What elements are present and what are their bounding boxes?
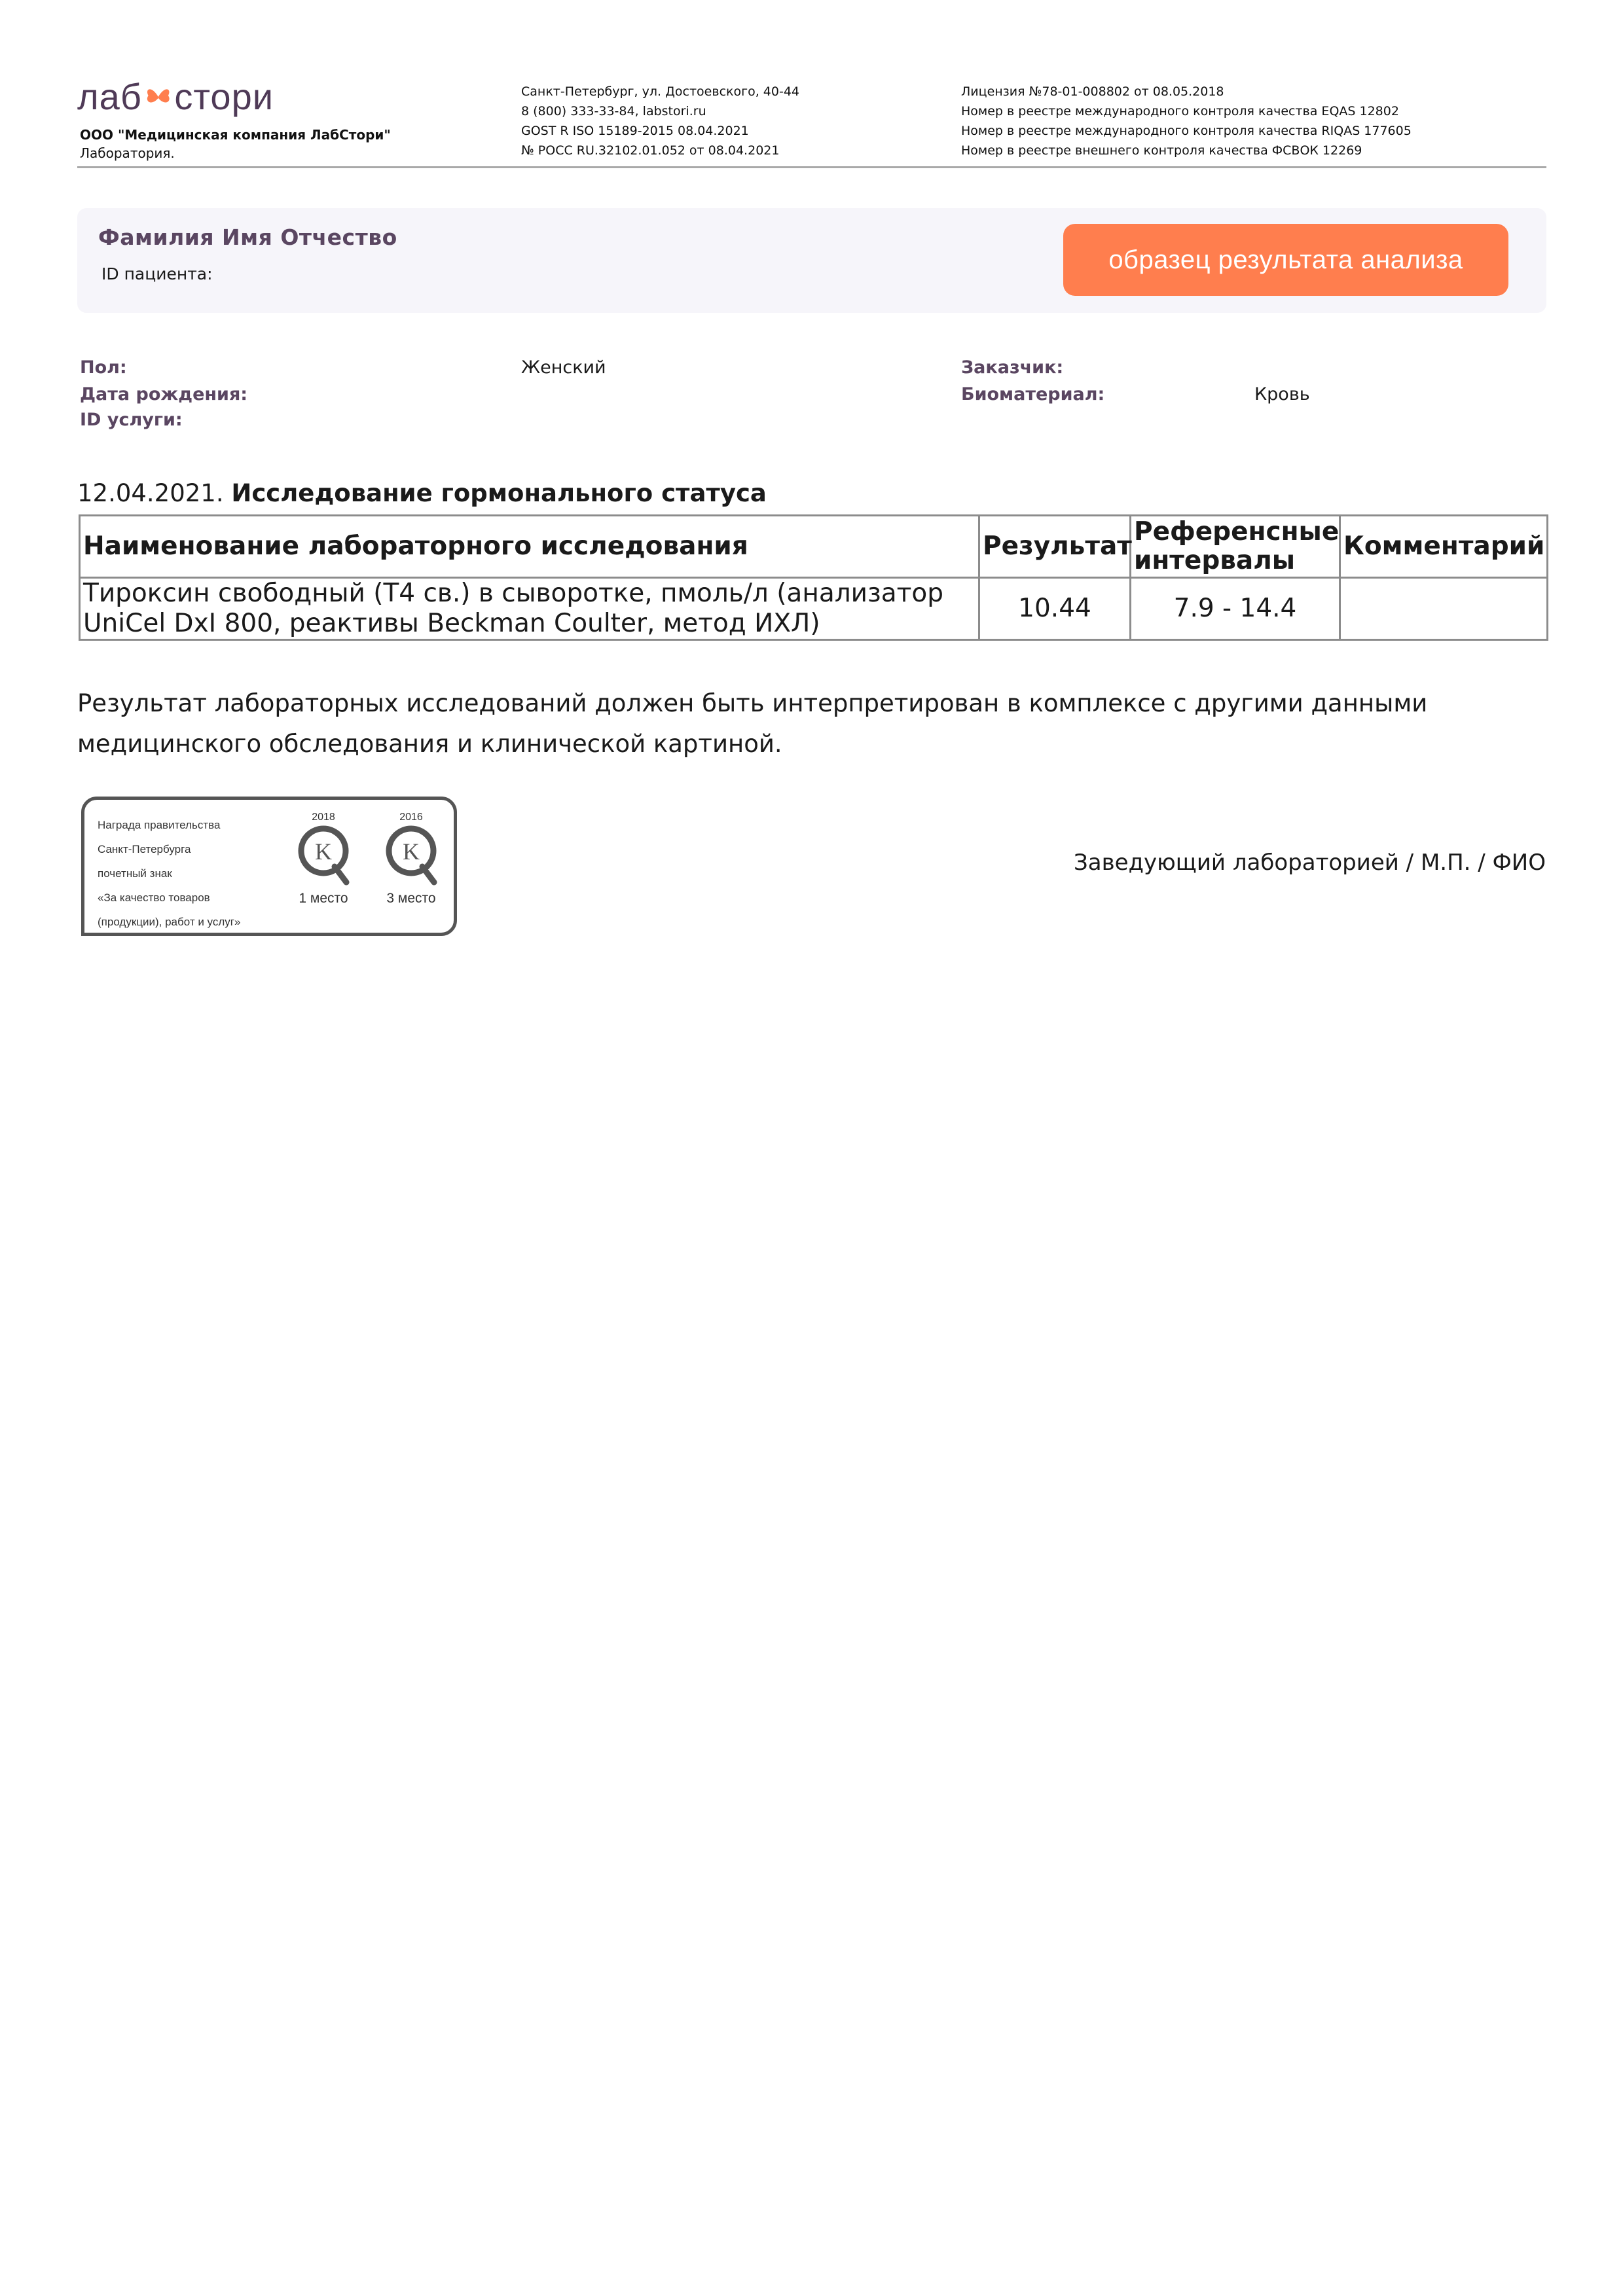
contact-phone-site: 8 (800) 333-33-84, labstori.ru: [521, 104, 706, 118]
result-cell: 10.44: [979, 578, 1131, 640]
award-place: 1 место: [299, 891, 348, 906]
award-place: 3 место: [386, 891, 436, 906]
test-name-cell: Тироксин свободный (Т4 св.) в сыворотке, пмоль/л (анализатор UniCel DxI 800, реактивы Beckman Coulter, метод ИХЛ): [80, 578, 979, 640]
svg-text:K: K: [315, 838, 332, 865]
signature-line: Заведующий лабораторией / М.П. / ФИО: [1073, 850, 1546, 876]
quality-mark-icon: [382, 823, 441, 886]
header-test-name: Наименование лабораторного исследования: [80, 516, 979, 578]
license-fsvok: Номер в реестре внешнего контроля качества ФСВОК 12269: [961, 143, 1362, 158]
svg-text:K: K: [403, 838, 420, 865]
award-box: [81, 797, 457, 936]
contact-info: [521, 82, 799, 160]
interpretation-note: Результат лабораторных исследований должен быть интерпретирован в комплексе с другими данными медицинского обследования и клинической картиной.: [77, 689, 1428, 758]
license-riqas: Номер в реестре международного контроля качества RIQAS 177605: [961, 124, 1412, 138]
table-row: [80, 578, 1548, 640]
quality-mark-icon: [294, 823, 353, 886]
award-line: почетный знак: [98, 867, 172, 880]
patient-name: Фамилия Имя Отчество: [98, 224, 397, 250]
award-text: [98, 813, 240, 934]
contact-ross: № РОСС RU.32102.01.052 от 08.04.2021: [521, 143, 780, 158]
table-header-row: [80, 516, 1548, 578]
sex-value: Женский: [521, 357, 606, 378]
company-subtitle: Лаборатория.: [80, 145, 175, 161]
header-divider: [77, 166, 1546, 168]
license-info: [961, 82, 1412, 160]
award-line: «За качество товаров: [98, 891, 210, 904]
award-line: (продукции), работ и услуг»: [98, 916, 241, 928]
license-eqas: Номер в реестре международного контроля качества EQAS 12802: [961, 104, 1399, 118]
award-2016: [375, 812, 447, 906]
award-year: 2016: [399, 812, 423, 823]
logo: [77, 73, 274, 120]
sex-label: Пол:: [80, 357, 127, 378]
customer-label: Заказчик:: [961, 357, 1064, 378]
results-table: [79, 514, 1548, 641]
license-number: Лицензия №78-01-008802 от 08.05.2018: [961, 84, 1224, 99]
company-name: ООО "Медицинская компания ЛабСтори": [80, 127, 391, 143]
contact-address: Санкт-Петербург, ул. Достоевского, 40-44: [521, 84, 800, 99]
header-comment: Комментарий: [1340, 516, 1548, 578]
header-reference: Референсные интервалы: [1131, 516, 1340, 578]
comment-cell: [1340, 578, 1548, 640]
sample-badge: образец результата анализа: [1063, 224, 1508, 296]
award-2018: [287, 812, 359, 906]
logo-text-right: стори: [174, 76, 274, 117]
service-id-label: ID услуги:: [80, 410, 183, 430]
reference-cell: 7.9 - 14.4: [1131, 578, 1340, 640]
logo-text-left: лаб: [77, 76, 142, 117]
award-line: Награда правительства: [98, 819, 221, 831]
butterfly-icon: [143, 81, 173, 113]
patient-id-label: ID пациента:: [101, 264, 213, 283]
dob-label: Дата рождения:: [80, 384, 248, 404]
award-line: Санкт-Петербурга: [98, 843, 191, 855]
contact-gost: GOST R ISO 15189-2015 08.04.2021: [521, 124, 749, 138]
award-year: 2018: [312, 812, 335, 823]
study-title: [77, 479, 767, 507]
study-date: 12.04.2021.: [77, 479, 224, 507]
header-result: Результат: [979, 516, 1131, 578]
study-name: Исследование гормонального статуса: [231, 479, 767, 507]
biomaterial-label: Биоматериал:: [961, 384, 1105, 404]
biomaterial-value: Кровь: [1254, 384, 1310, 404]
